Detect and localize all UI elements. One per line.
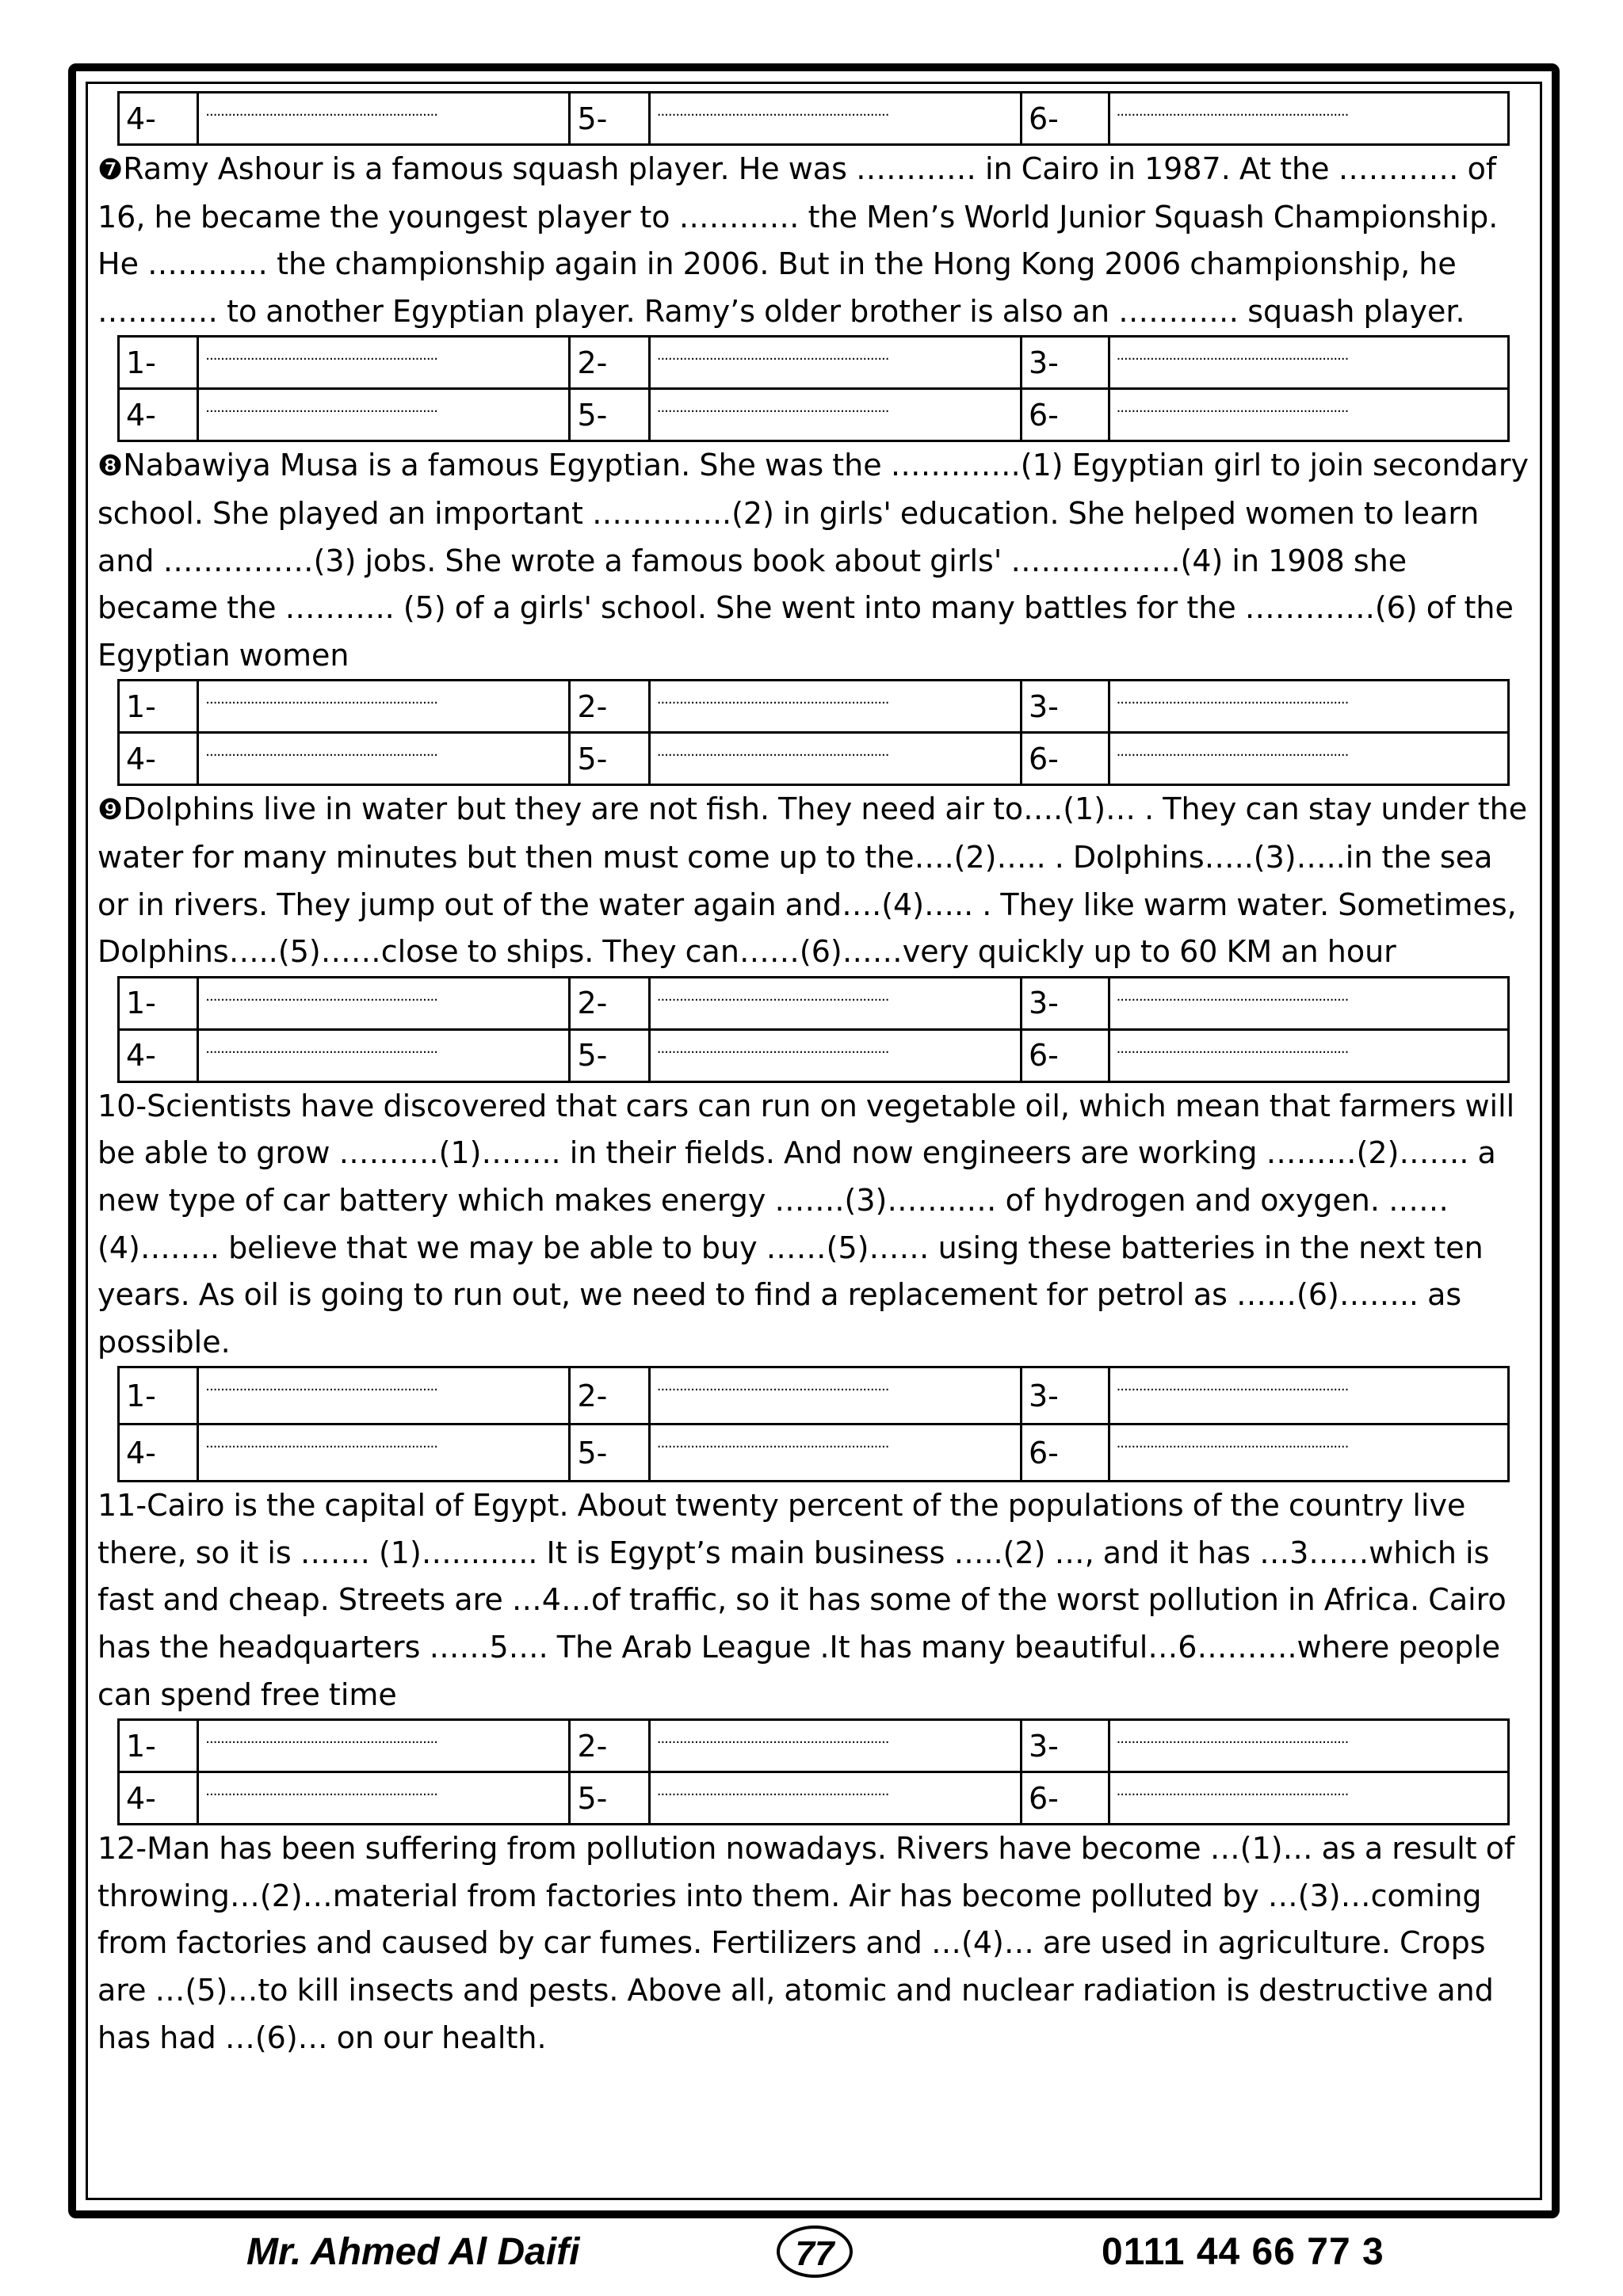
answer-number: 1- [119,681,198,733]
answer-table [117,679,1510,786]
answer-blank[interactable]: .............................................................. [649,681,1021,733]
passage-text [97,442,1532,679]
answer-blank[interactable]: .............................................................. [649,1772,1021,1825]
answer-number: 5- [570,1029,649,1081]
answer-blank[interactable]: .............................................................. [198,1720,570,1772]
page-footer [0,2230,1623,2286]
question-number-badge: ❾ [97,794,124,827]
page-number: 77 [777,2225,853,2278]
answer-blank[interactable]: .............................................................. [1109,977,1508,1029]
answer-blank[interactable]: .............................................................. [1109,681,1508,733]
answer-number: 2- [570,1367,649,1425]
answer-row [119,1425,1509,1482]
passage-body: Dolphins live in water but they are not fish. They need air to….(1)… . They can stay under the water for many minutes but then must come up to the….(2)….. . Dolphins…..(3)…..in the sea or in rivers. They jump out of the water again and….(4)….. . They like warm water. Sometimes, Dolphins…..(5)……close to ships. They can……(6)……very quickly up to 60 KM an hour [97,791,1528,970]
answer-table [117,1366,1510,1482]
answer-number: 6- [1021,389,1109,441]
answer-blank[interactable]: .............................................................. [649,1029,1021,1081]
answer-number: 2- [570,681,649,733]
answer-number: 2- [570,1720,649,1772]
answer-blank[interactable]: .............................................................. [198,93,570,145]
answer-row [119,337,1509,389]
answer-blank[interactable]: .............................................................. [649,1425,1021,1482]
answer-blank[interactable]: .............................................................. [649,1367,1021,1425]
answer-number: 6- [1021,1772,1109,1825]
answer-number: 4- [119,1425,198,1482]
answer-blank[interactable]: .............................................................. [1109,1367,1508,1425]
answer-number: 2- [570,977,649,1029]
passage-body: 12-Man has been suffering from pollution nowadays. Rivers have become …(1)… as a result of throwing…(2)…material from factories into them. Air has become polluted by …(3)…coming from factories and caused by car fumes. Fertilizers and …(4)… are used in agriculture. Crops are …(5)…to kill insects and pests. Above all, atomic and nuclear radiation is destructive and has had …(6)… on our health. [97,1831,1515,2055]
answer-blank[interactable]: .............................................................. [649,93,1021,145]
answer-number: 5- [570,1772,649,1825]
answer-blank[interactable]: .............................................................. [1109,1772,1508,1825]
answer-number: 1- [119,977,198,1029]
answer-blank[interactable]: .............................................................. [649,977,1021,1029]
passage-text [97,786,1532,975]
answer-blank[interactable]: .............................................................. [198,337,570,389]
answer-blank[interactable]: .............................................................. [1109,1720,1508,1772]
answer-number: 1- [119,1720,198,1772]
question-number-badge: ❼ [97,154,124,186]
answer-number: 2- [570,337,649,389]
answer-number: 4- [119,389,198,441]
answer-number: 5- [570,389,649,441]
passage-body: 10-Scientists have discovered that cars can run on vegetable oil, which mean that farmers will be able to grow ……….(1)…….. in their fields. And now engineers are working ………(2)……. a new type of car battery which makes energy …….(3)……..… of hydrogen and oxygen. ……(4)…….. believe that we may be able to buy ……(5)…… using these batteries in the next ten years. As oil is going to run out, we need to find a replacement for petrol as ……(6)…….. as possible. [97,1088,1515,1360]
answer-number: 4- [119,93,198,145]
worksheet-content [97,91,1532,2061]
answer-row [119,1720,1509,1772]
answer-number: 6- [1021,733,1109,785]
answer-table [117,335,1510,442]
passage-text [97,1482,1532,1718]
passages [97,146,1532,2061]
answer-number: 5- [570,1425,649,1482]
answer-number: 5- [570,733,649,785]
answer-blank[interactable]: .............................................................. [1109,389,1508,441]
answer-number: 6- [1021,93,1109,145]
passage-text [97,1825,1532,2061]
answer-number: 4- [119,1029,198,1081]
answer-blank[interactable]: .............................................................. [198,1772,570,1825]
passage-body: Nabawiya Musa is a famous Egyptian. She was the ………….(1) Egyptian girl to join secondary school. She played an important …………..(2) in girls' education. She helped women to learn and ……………(3) jobs. She wrote a famous book about girls' ……………..(4) in 1908 she became the ……….. (5) of a girls' school. She went into many battles for the ………….(6) of the Egyptian women [97,448,1529,673]
answer-number: 3- [1021,1367,1109,1425]
answer-row [119,93,1509,145]
answer-table [117,976,1510,1083]
answer-blank[interactable]: .............................................................. [649,389,1021,441]
answer-blank[interactable]: .............................................................. [1109,1029,1508,1081]
answer-blank[interactable]: .............................................................. [198,977,570,1029]
passage-body: Ramy Ashour is a famous squash player. He was ………… in Cairo in 1987. At the ………… of 16, he became the youngest player to ………… the Men’s World Junior Squash Championship. He ………… the championship again in 2006. But in the Hong Kong 2006 championship, he ………… to another Egyptian player. Ramy’s older brother is also an ………… squash player. [97,151,1499,329]
answer-row [119,1029,1509,1081]
answer-blank[interactable]: .............................................................. [198,1425,570,1482]
answer-row [119,681,1509,733]
answer-blank[interactable]: .............................................................. [649,733,1021,785]
answer-number: 1- [119,1367,198,1425]
answer-blank[interactable]: .............................................................. [198,1029,570,1081]
passage-text [97,1083,1532,1367]
answer-table [117,91,1510,146]
answer-blank[interactable]: .............................................................. [1109,337,1508,389]
answer-number: 5- [570,93,649,145]
answer-number: 4- [119,1772,198,1825]
answer-row [119,1367,1509,1425]
answer-number: 6- [1021,1029,1109,1081]
answer-blank[interactable]: .............................................................. [1109,733,1508,785]
passage-text [97,146,1532,335]
answer-blank[interactable]: .............................................................. [649,337,1021,389]
answer-blank[interactable]: .............................................................. [198,389,570,441]
answer-number: 3- [1021,1720,1109,1772]
answer-blank[interactable]: .............................................................. [198,681,570,733]
answer-row [119,389,1509,441]
answer-blank[interactable]: .............................................................. [1109,1425,1508,1482]
passage-body: 11-Cairo is the capital of Egypt. About twenty percent of the populations of the country live there, so it is ……. (1)…......... It is Egypt’s main business …..(2) …, and it has …3……which is fast and cheap. Streets are …4…of traffic, so it has some of the worst pollution in Africa. Cairo has the headquarters ……5…. The Arab League .It has many beautiful…6……….where people can spend free time [97,1488,1507,1712]
question-number-badge: ❽ [97,450,124,483]
answer-number: 3- [1021,337,1109,389]
answer-table [117,1718,1510,1825]
answer-number: 3- [1021,681,1109,733]
answer-blank[interactable]: .............................................................. [198,733,570,785]
answer-number: 4- [119,733,198,785]
answer-row [119,1772,1509,1825]
answer-blank[interactable]: .............................................................. [1109,93,1508,145]
answer-row [119,733,1509,785]
answer-number: 6- [1021,1425,1109,1482]
answer-row [119,977,1509,1029]
phone-number: 0111 44 66 77 3 [1102,2231,1384,2273]
answer-number: 3- [1021,977,1109,1029]
answer-blank[interactable]: .............................................................. [649,1720,1021,1772]
answer-blank[interactable]: .............................................................. [198,1367,570,1425]
teacher-name: Mr. Ahmed Al Daifi [246,2231,580,2273]
answer-number: 1- [119,337,198,389]
